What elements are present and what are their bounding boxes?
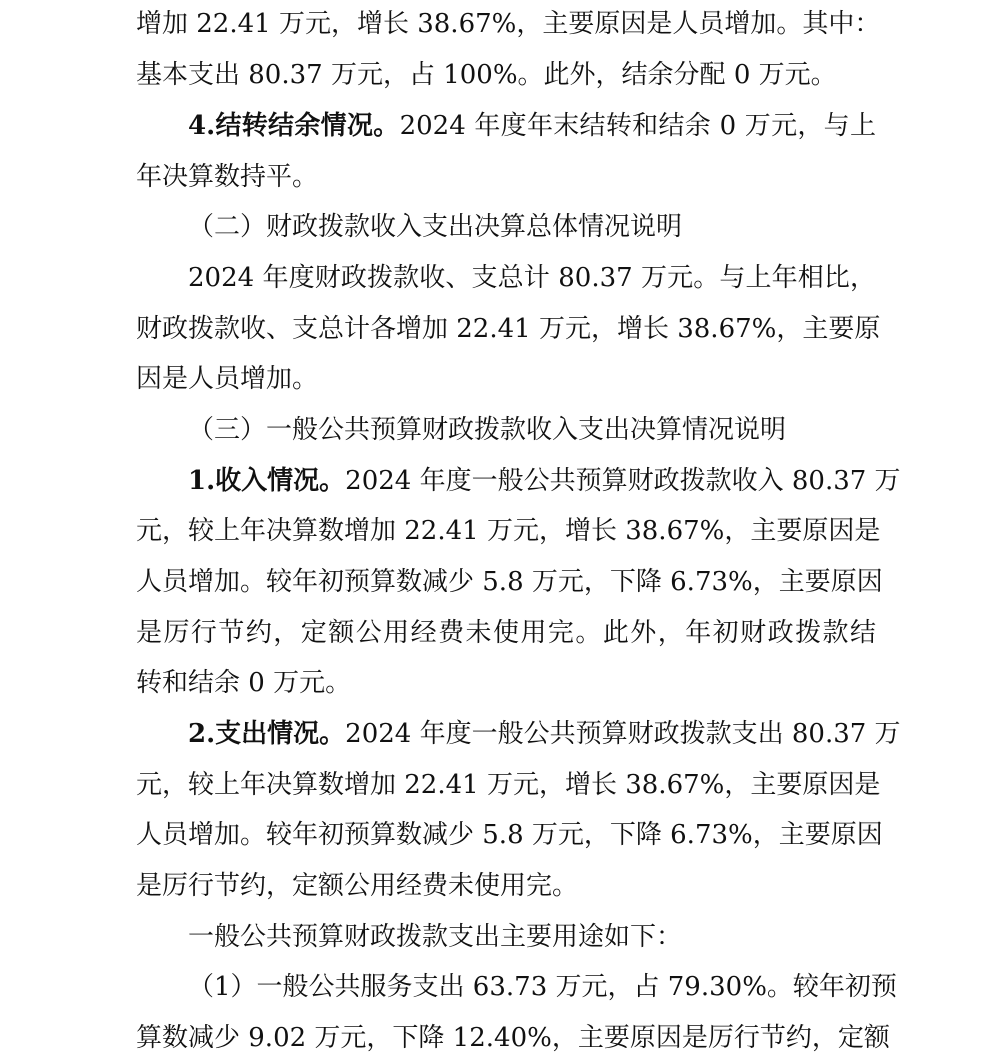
paragraph-line: 因是人员增加。 (136, 364, 319, 394)
paragraph-line: 年决算数持平。 (136, 162, 319, 192)
paragraph-text: 2024 年度一般公共预算财政拨款收入 80.37 万 (345, 466, 901, 496)
paragraph-text: 2024 年度年末结转和结余 0 万元，与上 (399, 111, 876, 141)
paragraph-line: 是厉行节约，定额公用经费未使用完。 (136, 871, 579, 901)
paragraph-line: 转和结余 0 万元。 (136, 668, 352, 698)
paragraph-line (188, 463, 901, 499)
paragraph-line: （1）一般公共服务支出 63.73 万元，占 79.30%。较年初预 (188, 972, 897, 1002)
paragraph-line: 元，较上年决算数增加 22.41 万元，增长 38.67%，主要原因是 (136, 770, 881, 800)
section-heading-inline: 2.支出情况。 (188, 719, 346, 749)
section-heading: （二）财政拨款收入支出决算总体情况说明 (188, 212, 683, 242)
paragraph-line (188, 716, 901, 752)
section-heading-inline: 4.结转结余情况。 (188, 111, 400, 141)
paragraph-line: 2024 年度财政拨款收、支总计 80.37 万元。与上年相比， (188, 263, 876, 293)
paragraph-line: 算数减少 9.02 万元，下降 12.40%，主要原因是厉行节约，定额 (136, 1023, 890, 1053)
paragraph-line: 人员增加。较年初预算数减少 5.8 万元，下降 6.73%，主要原因 (136, 820, 883, 850)
paragraph-line: 人员增加。较年初预算数减少 5.8 万元，下降 6.73%，主要原因 (136, 567, 883, 597)
paragraph-line: 基本支出 80.37 万元，占 100%。此外，结余分配 0 万元。 (136, 60, 837, 90)
paragraph-line: 是厉行节约，定额公用经费未使用完。此外，年初财政拨款结 (136, 618, 876, 648)
section-heading-inline: 1.收入情况。 (188, 466, 346, 496)
paragraph-line: 一般公共预算财政拨款支出主要用途如下： (188, 922, 683, 952)
paragraph-line: 元，较上年决算数增加 22.41 万元，增长 38.67%，主要原因是 (136, 516, 881, 546)
paragraph-line: 财政拨款收、支总计各增加 22.41 万元，增长 38.67%，主要原 (136, 314, 881, 344)
section-heading: （三）一般公共预算财政拨款收入支出决算情况说明 (188, 415, 787, 445)
paragraph-text: 2024 年度一般公共预算财政拨款支出 80.37 万 (345, 719, 901, 749)
paragraph-line (188, 108, 876, 144)
paragraph-line: 增加 22.41 万元，增长 38.67%，主要原因是人员增加。其中： (136, 9, 881, 39)
